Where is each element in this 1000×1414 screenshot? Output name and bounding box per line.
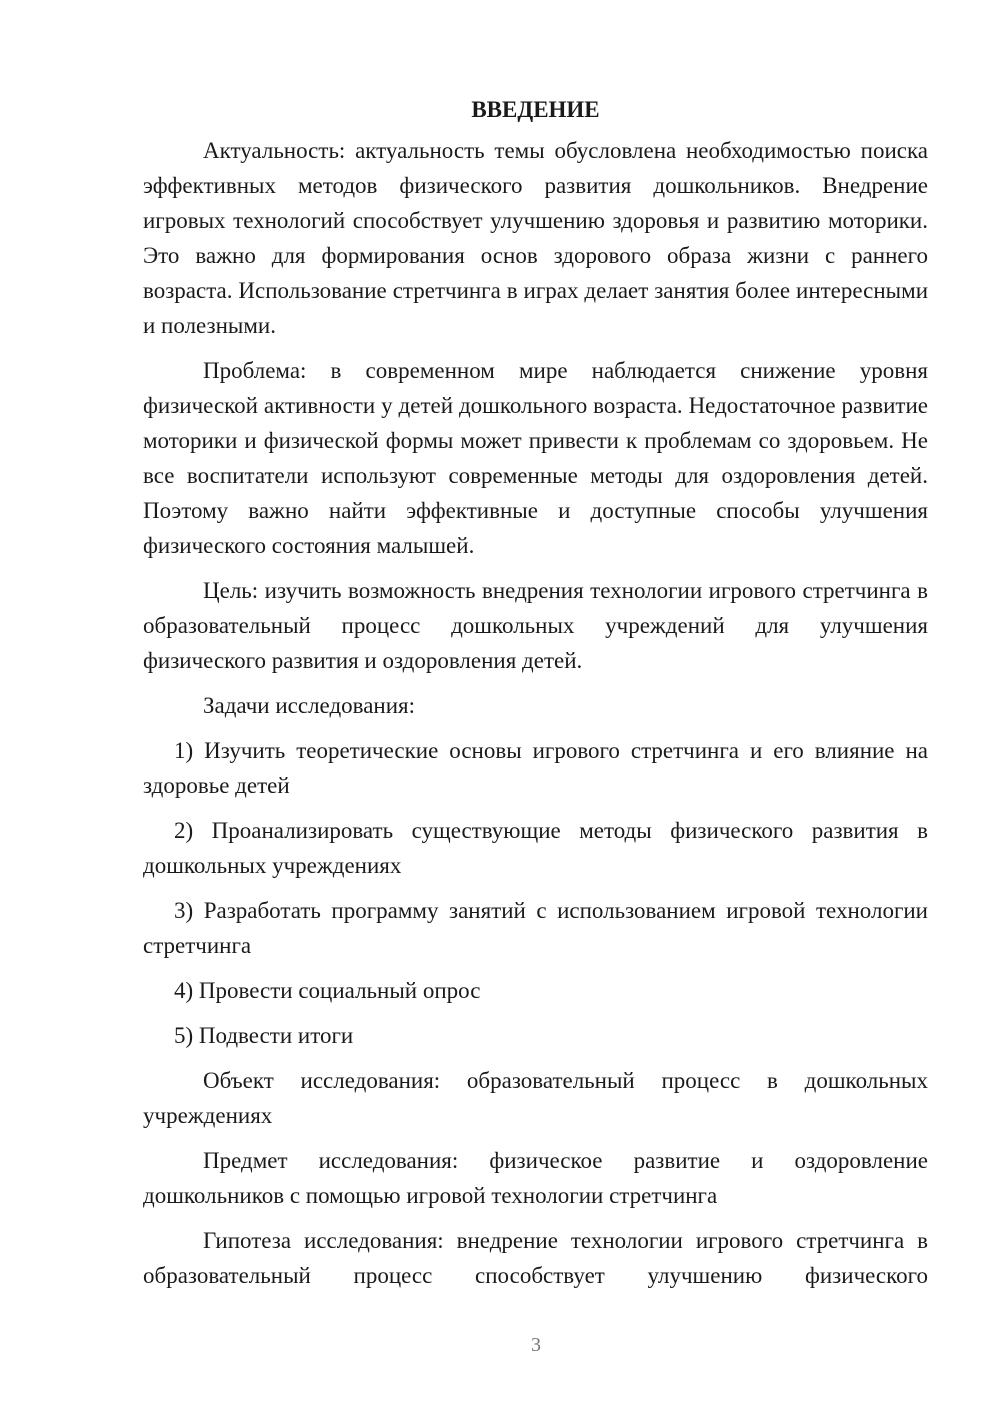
section-heading: ВВЕДЕНИЕ <box>471 97 600 122</box>
task-item: 2) Проанализировать существующие методы физического развития в дошкольных учреждениях <box>143 818 928 878</box>
relevance-paragraph: Актуальность: актуальность темы обусловлена необходимостью поиска эффективных методов физического развития дошкольников. Внедрение игровых технологий способствует улучшению здоровья и развитию моторики. Это важно для формирования основ здорового образа жизни с раннего возраста. Использование стретчинга в играх делает занятия более интересными и полезными. <box>143 138 928 338</box>
page-number: 3 <box>531 1334 541 1356</box>
page-content <box>143 92 928 1303</box>
tasks-title: Задачи исследования: <box>203 693 416 718</box>
subject-paragraph: Предмет исследования: физическое развитие и оздоровление дошкольников с помощью игровой технологии стретчинга <box>143 1148 928 1208</box>
object-paragraph: Объект исследования: образовательный процесс в дошкольных учреждениях <box>143 1068 928 1128</box>
problem-paragraph: Проблема: в современном мире наблюдается снижение уровня физической активности у детей дошкольного возраста. Недостаточное развитие моторики и физической формы может привести к проблемам со здоровьем. Не все воспитатели используют современные методы для оздоровления детей. Поэтому важно найти эффективные и доступные способы улучшения физического состояния малышей. <box>143 358 928 558</box>
task-item: 4) Провести социальный опрос <box>174 978 481 1003</box>
task-item: 1) Изучить теоретические основы игрового стретчинга и его влияние на здоровье детей <box>143 738 928 798</box>
hypothesis-paragraph: Гипотеза исследования: внедрение технологии игрового стретчинга в образовательный процесс способствует улучшению физического <box>143 1228 928 1288</box>
goal-paragraph: Цель: изучить возможность внедрения технологии игрового стретчинга в образовательный процесс дошкольных учреждений для улучшения физического развития и оздоровления детей. <box>143 578 928 673</box>
task-item: 5) Подвести итоги <box>174 1023 354 1048</box>
task-item: 3) Разработать программу занятий с использованием игровой технологии стретчинга <box>143 898 928 958</box>
